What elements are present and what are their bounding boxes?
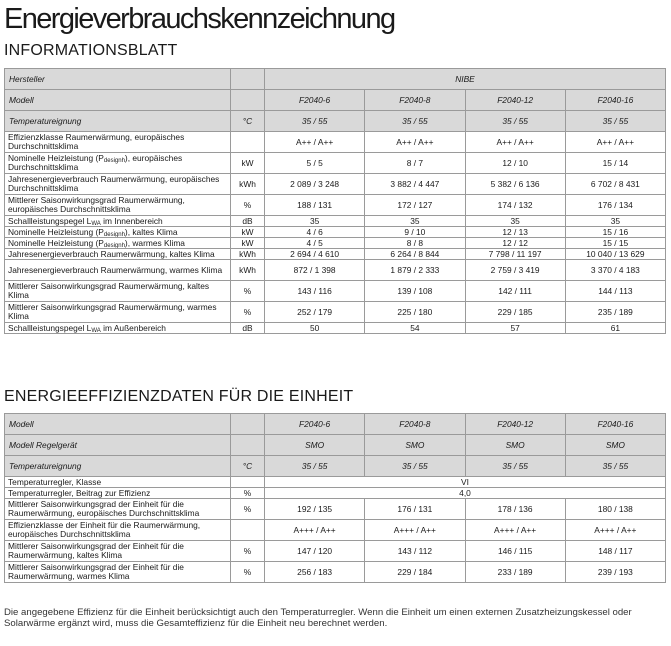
spec-row — [5, 323, 666, 334]
spec-unit: kWh — [231, 249, 265, 260]
spec-value: 57 — [465, 323, 565, 334]
regulator-contribution-unit: % — [231, 488, 265, 499]
efficiency-label: Mittlerer Saisonwirkungsgrad der Einheit für die Raumerwärmung, europäisches Durchschnittsklima — [5, 499, 231, 520]
spec-value: 188 / 131 — [265, 195, 365, 216]
spec-value: 35 — [465, 216, 565, 227]
spec-label-text-end: im Innenbereich — [100, 215, 163, 226]
manufacturer-value: NIBE — [265, 69, 666, 90]
spec-label-subscript: designh — [103, 242, 125, 249]
efficiency-value: 233 / 189 — [465, 562, 565, 583]
model-name: F2040-6 — [265, 414, 365, 435]
spec-value: 12 / 12 — [465, 238, 565, 249]
model-row — [5, 90, 666, 111]
spec-label-text: Effizienzklasse Raumerwärmung, europäisches Durchschnittsklima — [8, 132, 185, 151]
spec-label — [5, 302, 231, 323]
efficiency-value: A+++ / A++ — [465, 520, 565, 541]
spec-value: 5 / 5 — [265, 153, 365, 174]
spec-row — [5, 302, 666, 323]
temperature-value: 35 / 55 — [565, 456, 665, 477]
efficiency-value: 143 / 112 — [365, 541, 465, 562]
spec-unit: kW — [231, 153, 265, 174]
model-label: Modell — [5, 414, 231, 435]
spec-row — [5, 216, 666, 227]
spec-label-subscript: designh — [103, 231, 125, 238]
temperature-value: 35 / 55 — [465, 111, 565, 132]
spec-value: 9 / 10 — [365, 227, 465, 238]
spec-value: 4 / 6 — [265, 227, 365, 238]
spec-value: 15 / 14 — [565, 153, 665, 174]
spec-value: 3 882 / 4 447 — [365, 174, 465, 195]
spec-value: 174 / 132 — [465, 195, 565, 216]
efficiency-value: 147 / 120 — [265, 541, 365, 562]
section-title-energy-efficiency: ENERGIEEFFIZIENZDATEN FÜR DIE EINHEIT — [4, 388, 354, 405]
controller-value: SMO — [265, 435, 365, 456]
efficiency-value: 256 / 183 — [265, 562, 365, 583]
footnote: Die angegebene Effizienz für die Einheit berücksichtigt auch den Temperaturregler. Wenn die Einheit um einen externen Zusatzheizungskessel oder Solarwärme ergänzt wird, muss die Gesamteffizienz für die Einheit neu berechnet werden. — [4, 607, 632, 629]
spec-value: 8 / 7 — [365, 153, 465, 174]
spec-value: 54 — [365, 323, 465, 334]
efficiency-value: 180 / 138 — [565, 499, 665, 520]
model-unit-cell — [231, 414, 265, 435]
spec-value: 8 / 8 — [365, 238, 465, 249]
temperature-label: Temperatureignung — [5, 456, 231, 477]
spec-value: 2 759 / 3 419 — [465, 260, 565, 281]
spec-value: 252 / 179 — [265, 302, 365, 323]
regulator-contribution-value: 4,0 — [265, 488, 666, 499]
temperature-value: 35 / 55 — [465, 456, 565, 477]
spec-label-text: Schallleistungspegel L — [8, 322, 92, 333]
spec-row — [5, 281, 666, 302]
temperature-value: 35 / 55 — [565, 111, 665, 132]
spec-value: 2 694 / 4 610 — [265, 249, 365, 260]
regulator-class-unit — [231, 477, 265, 488]
efficiency-unit — [231, 520, 265, 541]
spec-label — [5, 174, 231, 195]
temperature-value: 35 / 55 — [365, 111, 465, 132]
spec-unit: % — [231, 281, 265, 302]
spec-value: A++ / A++ — [565, 132, 665, 153]
spec-value: 12 / 13 — [465, 227, 565, 238]
spec-unit — [231, 132, 265, 153]
model-name: F2040-12 — [465, 414, 565, 435]
spec-label — [5, 238, 231, 249]
spec-row — [5, 249, 666, 260]
spec-label-text: Nominelle Heizleistung (P — [8, 237, 104, 248]
controller-unit-cell — [231, 435, 265, 456]
regulator-class-value: VI — [265, 477, 666, 488]
spec-unit: dB — [231, 323, 265, 334]
spec-label-text-end: ), europäisches Durchschnittsklima — [8, 153, 183, 172]
energy-efficiency-table — [4, 413, 666, 583]
spec-label — [5, 195, 231, 216]
efficiency-unit: % — [231, 562, 265, 583]
spec-label-text: Nominelle Heizleistung (P — [8, 226, 104, 237]
model-label: Modell — [5, 90, 231, 111]
temperature-row — [5, 456, 666, 477]
spec-label-text: Jahresenergieverbrauch Raumerwärmung, warmes Klima — [8, 264, 223, 275]
spec-value: 35 — [265, 216, 365, 227]
spec-row — [5, 153, 666, 174]
efficiency-row — [5, 541, 666, 562]
spec-label — [5, 227, 231, 238]
spec-label-text: Mittlerer Saisonwirkungsgrad Raumerwärmung, kaltes Klima — [8, 281, 210, 300]
spec-value: 6 702 / 8 431 — [565, 174, 665, 195]
spec-value: 235 / 189 — [565, 302, 665, 323]
spec-label-text-end: ), kaltes Klima — [124, 226, 178, 237]
spec-value: 142 / 111 — [465, 281, 565, 302]
model-name: F2040-8 — [365, 414, 465, 435]
spec-label — [5, 153, 231, 174]
temperature-value: 35 / 55 — [265, 456, 365, 477]
spec-row — [5, 227, 666, 238]
model-unit-cell — [231, 90, 265, 111]
efficiency-value: A+++ / A++ — [565, 520, 665, 541]
temperature-value: 35 / 55 — [365, 456, 465, 477]
section-title-informationsblatt: INFORMATIONSBLATT — [4, 42, 178, 59]
spec-value: 15 / 15 — [565, 238, 665, 249]
spec-value: 5 382 / 6 136 — [465, 174, 565, 195]
spec-label-text: Jahresenergieverbrauch Raumerwärmung, kaltes Klima — [8, 248, 215, 259]
spec-value: 229 / 185 — [465, 302, 565, 323]
spec-value: A++ / A++ — [265, 132, 365, 153]
controller-row — [5, 435, 666, 456]
spec-value: 10 040 / 13 629 — [565, 249, 665, 260]
spec-unit: % — [231, 195, 265, 216]
spec-row — [5, 260, 666, 281]
controller-value: SMO — [465, 435, 565, 456]
spec-value: 50 — [265, 323, 365, 334]
efficiency-label: Effizienzklasse der Einheit für die Raumerwärmung, europäisches Durchschnittsklima — [5, 520, 231, 541]
spec-value: 35 — [365, 216, 465, 227]
spec-unit: kWh — [231, 260, 265, 281]
spec-value: 872 / 1 398 — [265, 260, 365, 281]
spec-value: 6 264 / 8 844 — [365, 249, 465, 260]
regulator-contribution-row — [5, 488, 666, 499]
spec-value: 3 370 / 4 183 — [565, 260, 665, 281]
temperature-unit: °C — [231, 456, 265, 477]
efficiency-row — [5, 562, 666, 583]
spec-label-text-end: im Außenbereich — [100, 322, 166, 333]
efficiency-value: 239 / 193 — [565, 562, 665, 583]
spec-label — [5, 260, 231, 281]
controller-value: SMO — [565, 435, 665, 456]
spec-unit: % — [231, 302, 265, 323]
spec-value: 35 — [565, 216, 665, 227]
spec-label — [5, 132, 231, 153]
temperature-row — [5, 111, 666, 132]
information-sheet-table — [4, 68, 666, 334]
manufacturer-unit-cell — [231, 69, 265, 90]
efficiency-value: 192 / 135 — [265, 499, 365, 520]
efficiency-value: 176 / 131 — [365, 499, 465, 520]
spec-label — [5, 249, 231, 260]
spec-label-text: Mittlerer Saisonwirkungsgrad Raumerwärmung, warmes Klima — [8, 302, 217, 321]
spec-value: 2 089 / 3 248 — [265, 174, 365, 195]
spec-value: 172 / 127 — [365, 195, 465, 216]
spec-unit: kWh — [231, 174, 265, 195]
model-name: F2040-8 — [365, 90, 465, 111]
efficiency-label: Mittlerer Saisonwirkungsgrad der Einheit für die Raumerwärmung, kaltes Klima — [5, 541, 231, 562]
spec-label-subscript: designh — [103, 158, 125, 164]
temperature-value: 35 / 55 — [265, 111, 365, 132]
spec-value: 176 / 134 — [565, 195, 665, 216]
page-title: Energieverbrauchskennzeichnung — [4, 3, 395, 35]
spec-row — [5, 238, 666, 249]
model-name: F2040-6 — [265, 90, 365, 111]
efficiency-value: A+++ / A++ — [265, 520, 365, 541]
manufacturer-row — [5, 69, 666, 90]
spec-unit: kW — [231, 238, 265, 249]
efficiency-unit: % — [231, 499, 265, 520]
controller-value: SMO — [365, 435, 465, 456]
spec-value: 1 879 / 2 333 — [365, 260, 465, 281]
spec-label — [5, 216, 231, 227]
spec-label-text: Nominelle Heizleistung (P — [8, 153, 104, 163]
spec-label-text-end: ), warmes Klima — [124, 237, 185, 248]
efficiency-value: 229 / 184 — [365, 562, 465, 583]
spec-unit: kW — [231, 227, 265, 238]
efficiency-value: A+++ / A++ — [365, 520, 465, 541]
spec-value: 7 798 / 11 197 — [465, 249, 565, 260]
efficiency-value: 178 / 136 — [465, 499, 565, 520]
model-row — [5, 414, 666, 435]
model-name: F2040-12 — [465, 90, 565, 111]
spec-value: 15 / 16 — [565, 227, 665, 238]
spec-label-subscript: WA — [91, 220, 101, 227]
spec-label — [5, 281, 231, 302]
spec-value: 61 — [565, 323, 665, 334]
spec-value: 12 / 10 — [465, 153, 565, 174]
efficiency-label: Mittlerer Saisonwirkungsgrad der Einheit für die Raumerwärmung, warmes Klima — [5, 562, 231, 583]
controller-label: Modell Regelgerät — [5, 435, 231, 456]
spec-row — [5, 132, 666, 153]
efficiency-value: 146 / 115 — [465, 541, 565, 562]
regulator-class-label: Temperaturregler, Klasse — [5, 477, 231, 488]
spec-value: 143 / 116 — [265, 281, 365, 302]
efficiency-value: 148 / 117 — [565, 541, 665, 562]
spec-label-text: Mittlerer Saisonwirkungsgrad Raumerwärmung, europäisches Durchschnittsklima — [8, 195, 185, 214]
spec-value: A++ / A++ — [465, 132, 565, 153]
efficiency-row — [5, 520, 666, 541]
spec-value: 225 / 180 — [365, 302, 465, 323]
regulator-class-row — [5, 477, 666, 488]
model-name: F2040-16 — [565, 414, 665, 435]
efficiency-unit: % — [231, 541, 265, 562]
spec-row — [5, 174, 666, 195]
model-name: F2040-16 — [565, 90, 665, 111]
spec-label-text: Jahresenergieverbrauch Raumerwärmung, europäisches Durchschnittsklima — [8, 174, 220, 193]
temperature-label: Temperatureignung — [5, 111, 231, 132]
spec-value: 4 / 5 — [265, 238, 365, 249]
spec-value: A++ / A++ — [365, 132, 465, 153]
spec-value: 139 / 108 — [365, 281, 465, 302]
spec-label — [5, 323, 231, 334]
spec-label-subscript: WA — [91, 327, 101, 334]
temperature-unit: °C — [231, 111, 265, 132]
regulator-contribution-label: Temperaturregler, Beitrag zur Effizienz — [5, 488, 231, 499]
spec-value: 144 / 113 — [565, 281, 665, 302]
spec-row — [5, 195, 666, 216]
spec-label-text: Schallleistungspegel L — [8, 215, 92, 226]
efficiency-row — [5, 499, 666, 520]
spec-unit: dB — [231, 216, 265, 227]
manufacturer-label: Hersteller — [5, 69, 231, 90]
